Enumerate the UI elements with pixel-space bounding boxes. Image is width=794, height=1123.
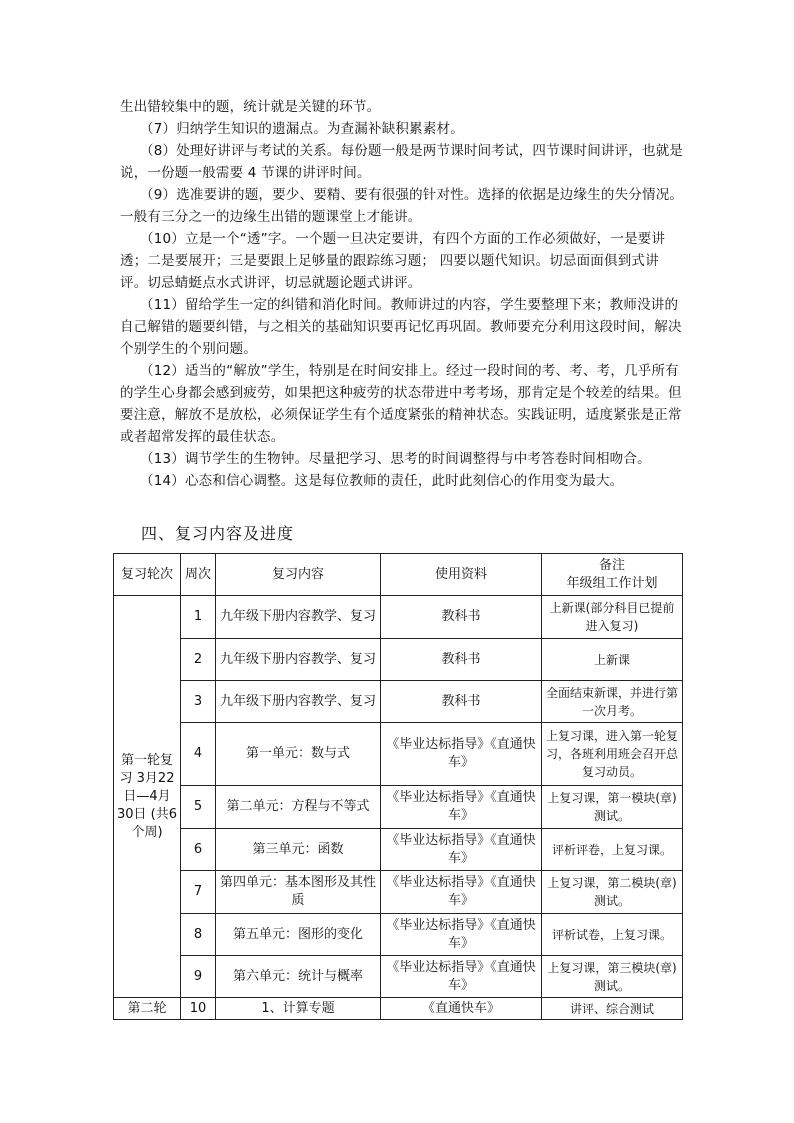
- content-cell: 九年级下册内容教学、复习: [216, 681, 381, 723]
- content-cell: 九年级下册内容教学、复习: [216, 596, 381, 639]
- content-cell: 第三单元：函数: [216, 829, 381, 871]
- materials-cell: 《毕业达标指导》《直通快车》: [381, 914, 542, 956]
- remark-cell: 上新课: [542, 639, 683, 681]
- paragraph: （12）适当的“解放”学生，特别是在时间安排上。经过一段时间的考、考、考，几乎所有的学生心身都会感到疲劳，如果把这种疲劳的状态带进中考考场，那肯定是个较差的结果。但要注意，解放不是放松，必须保证学生有个适度紧张的精神状态。实践证明，适度紧张是正常或者超常发挥的最佳状态。: [120, 363, 682, 445]
- materials-cell: 教科书: [381, 639, 542, 681]
- week-cell: 3: [181, 681, 216, 723]
- table-row: [114, 681, 683, 723]
- materials-cell: 《毕业达标指导》《直通快车》: [381, 723, 542, 786]
- week-cell: 8: [181, 914, 216, 956]
- week-cell: 6: [181, 829, 216, 871]
- review-schedule-table: [113, 553, 683, 1020]
- header-remark-line1: 备注: [598, 557, 625, 573]
- header-content: 复习内容: [216, 554, 381, 596]
- remark-cell: 上复习课，第二模块(章)测试。: [542, 871, 683, 914]
- remark-cell: 评析评卷，上复习课。: [542, 829, 683, 871]
- content-cell: 九年级下册内容教学、复习: [216, 639, 381, 681]
- paragraph: 生出错较集中的题，统计就是关键的环节。: [120, 99, 381, 115]
- paragraph: （14）心态和信心调整。这是每位教师的责任，此时此刻信心的作用变为最大。: [140, 473, 624, 489]
- header-materials: 使用资料: [381, 554, 542, 596]
- content-cell: 1、计算专题: [216, 998, 381, 1020]
- header-round: 复习轮次: [114, 554, 181, 596]
- remark-cell: 上新课(部分科目已提前进入复习): [542, 596, 683, 639]
- materials-cell: 《直通快车》: [381, 998, 542, 1020]
- remark-cell: 讲评、综合测试: [542, 998, 683, 1020]
- week-cell: 2: [181, 639, 216, 681]
- content-cell: 第二单元：方程与不等式: [216, 786, 381, 829]
- materials-cell: 《毕业达标指导》《直通快车》: [381, 871, 542, 914]
- paragraph: （8）处理好讲评与考试的关系。每份题一般是两节课时间考试，四节课时间讲评，也就是说，一份题一般需要 4 节课的讲评时间。: [120, 143, 684, 181]
- paragraph: （10）立是一个“透”字。一个题一旦决定要讲，有四个方面的工作必须做好，一是要讲透；二是要展开；三是要跟上足够量的跟踪练习题； 四要以题代知识。切忌面面俱到式讲评。切忌蜻蜓点水式讲评，切忌就题论题式讲评。: [120, 231, 666, 291]
- table-header-row: [114, 554, 683, 596]
- header-remark: [542, 554, 683, 596]
- materials-cell: 教科书: [381, 596, 542, 639]
- table-row: [114, 871, 683, 914]
- paragraph: （11）留给学生一定的纠错和消化时间。教师讲过的内容，学生要整理下来；教师没讲的自己解错的题要纠错，与之相关的基础知识要再记忆再巩固。教师要充分利用这段时间，解决个别学生的个别问题。: [120, 297, 682, 357]
- week-cell: 7: [181, 871, 216, 914]
- table-row: [114, 914, 683, 956]
- week-cell: 9: [181, 956, 216, 998]
- remark-cell: 上复习课，进入第一轮复习，各班利用班会召开总复习动员。: [542, 723, 683, 786]
- week-cell: 10: [181, 998, 216, 1020]
- body-text: [120, 96, 686, 492]
- header-week: 周次: [181, 554, 216, 596]
- materials-cell: 教科书: [381, 681, 542, 723]
- paragraph: （13）调节学生的生物钟。尽量把学习、思考的时间调整得与中考答卷时间相吻合。: [140, 451, 651, 467]
- table-row: [114, 956, 683, 998]
- second-round-cell: 第二轮: [114, 998, 181, 1020]
- week-cell: 4: [181, 723, 216, 786]
- content-cell: 第四单元：基本图形及其性质: [216, 871, 381, 914]
- remark-cell: 上复习课，第三模块(章)测试。: [542, 956, 683, 998]
- paragraph: （9）选准要讲的题，要少、要精、要有很强的针对性。选择的依据是边缘生的失分情况。一般有三分之一的边缘生出错的题课堂上才能讲。: [120, 187, 684, 225]
- week-cell: 1: [181, 596, 216, 639]
- materials-cell: 《毕业达标指导》《直通快车》: [381, 786, 542, 829]
- materials-cell: 《毕业达标指导》《直通快车》: [381, 956, 542, 998]
- remark-cell: 上复习课，第一模块(章)测试。: [542, 786, 683, 829]
- week-cell: 5: [181, 786, 216, 829]
- table-row: [114, 596, 683, 639]
- table-row: [114, 998, 683, 1020]
- table-row: [114, 723, 683, 786]
- table-row: [114, 786, 683, 829]
- section-heading: 四、复习内容及进度: [141, 524, 295, 543]
- remark-cell: 全面结束新课，并进行第一次月考。: [542, 681, 683, 723]
- table-row: [114, 639, 683, 681]
- content-cell: 第六单元：统计与概率: [216, 956, 381, 998]
- content-cell: 第一单元：数与式: [216, 723, 381, 786]
- remark-cell: 评析试卷，上复习课。: [542, 914, 683, 956]
- header-remark-line2: 年级组工作计划: [566, 575, 658, 591]
- table-row: [114, 829, 683, 871]
- first-round-cell: 第一轮复习 3月22日—4月30日 (共6个周): [114, 596, 181, 998]
- paragraph: （7）归纳学生知识的遗漏点。为查漏补缺积累素材。: [140, 121, 464, 137]
- content-cell: 第五单元：图形的变化: [216, 914, 381, 956]
- materials-cell: 《毕业达标指导》《直通快车》: [381, 829, 542, 871]
